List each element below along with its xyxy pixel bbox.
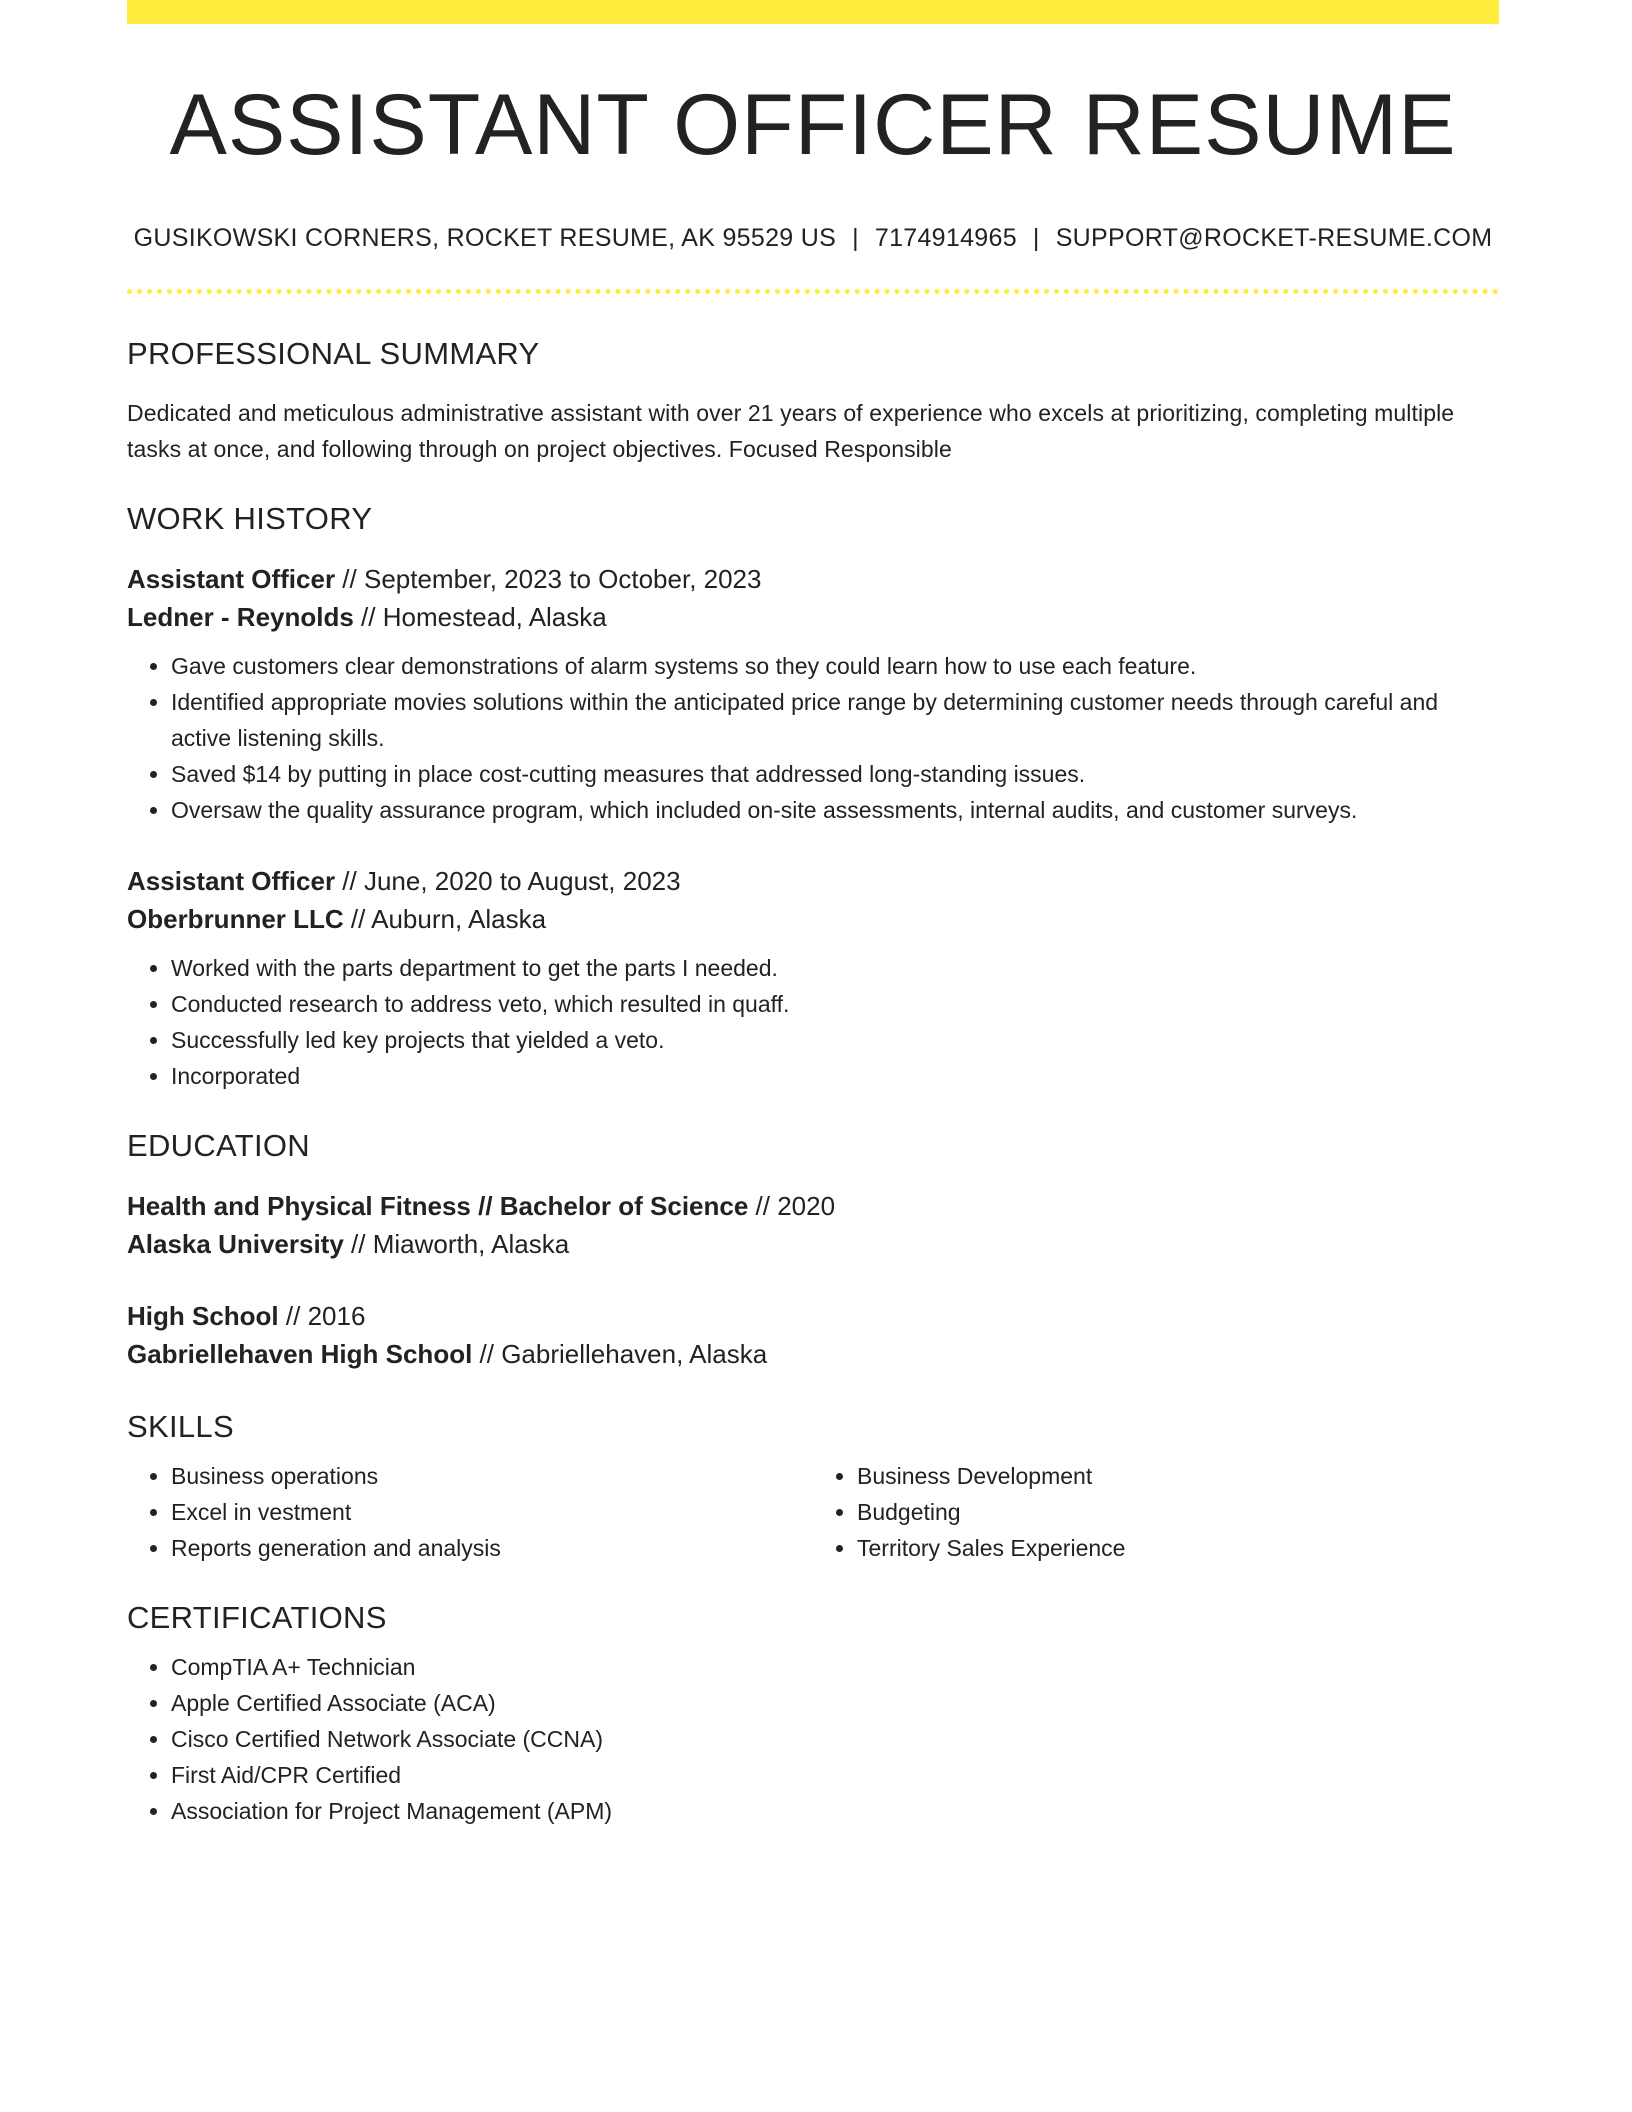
job-entry	[127, 862, 1499, 1094]
certification-item: • Cisco Certified Network Associate (CCNA)	[171, 1721, 1499, 1757]
education-heading: EDUCATION	[127, 1128, 310, 1163]
job-dates: // June, 2020 to August, 2023	[335, 866, 681, 896]
summary-text: Dedicated and meticulous administrative assistant with over 21 years of experience who excels at prioritizing, completing multiple tasks at once, and following through on project objectives. Focused Responsible	[127, 400, 1455, 462]
job-bullets	[127, 648, 1499, 828]
job-position: Assistant Officer	[127, 866, 336, 896]
education-location: // Gabriellehaven, Alaska	[472, 1339, 768, 1369]
job-bullet: • Worked with the parts department to get the parts I needed.	[171, 950, 1499, 986]
certification-item: • Apple Certified Associate (ACA)	[171, 1685, 1499, 1721]
skill-item: • Business Development	[857, 1458, 1499, 1494]
skill-item: • Budgeting	[857, 1494, 1499, 1530]
skills-list-right	[813, 1458, 1499, 1566]
skill-item: • Reports generation and analysis	[171, 1530, 813, 1566]
education-section	[127, 1130, 1499, 1373]
dotted-divider	[127, 289, 1499, 294]
job-company: Ledner - Reynolds	[127, 602, 354, 632]
education-year: // 2016	[278, 1301, 366, 1331]
education-entry	[127, 1187, 1499, 1263]
education-degree-line	[127, 1187, 1499, 1225]
job-bullet: • Gave customers clear demonstrations of alarm systems so they could learn how to use each feature.	[171, 648, 1499, 684]
contact-separator: |	[852, 224, 859, 252]
education-school-line	[127, 1225, 1499, 1263]
skill-item: • Business operations	[171, 1458, 813, 1494]
skill-item: • Excel in vestment	[171, 1494, 813, 1530]
resume-title: ASSISTANT OFFICER RESUME	[169, 77, 1457, 173]
contact-phone: 7174914965	[874, 224, 1017, 252]
education-degree: High School	[127, 1301, 279, 1331]
certifications-heading: CERTIFICATIONS	[127, 1600, 387, 1635]
job-position: Assistant Officer	[127, 564, 336, 594]
job-bullet: • Successfully led key projects that yielded a veto.	[171, 1022, 1499, 1058]
job-bullet: • Conducted research to address veto, which resulted in quaff.	[171, 986, 1499, 1022]
contact-address: GUSIKOWSKI CORNERS, ROCKET RESUME, AK 95529 US	[133, 224, 837, 252]
skills-section	[127, 1411, 1499, 1566]
education-degree-line	[127, 1297, 1499, 1335]
summary-heading: PROFESSIONAL SUMMARY	[127, 336, 540, 371]
job-bullet: • Oversaw the quality assurance program, which included on-site assessments, internal audits, and customer surveys.	[171, 792, 1499, 828]
accent-top-bar	[127, 0, 1499, 24]
education-degree: Health and Physical Fitness // Bachelor of Science	[127, 1191, 749, 1221]
education-school: Alaska University	[127, 1229, 344, 1259]
job-bullet: • Saved $14 by putting in place cost-cutting measures that addressed long-standing issues.	[171, 756, 1499, 792]
job-company-line	[127, 900, 1499, 938]
job-bullet: • Incorporated	[171, 1058, 1499, 1094]
summary-section	[127, 338, 1499, 467]
job-title-line	[127, 560, 1499, 598]
certification-item: • First Aid/CPR Certified	[171, 1757, 1499, 1793]
job-dates: // September, 2023 to October, 2023	[335, 564, 762, 594]
education-location: // Miaworth, Alaska	[343, 1229, 570, 1259]
job-company: Oberbrunner LLC	[127, 904, 344, 934]
skills-columns	[127, 1458, 1499, 1566]
education-school: Gabriellehaven High School	[127, 1339, 473, 1369]
job-bullet: • Identified appropriate movies solutions within the anticipated price range by determining customer needs through careful and active listening skills.	[171, 684, 1499, 756]
certifications-section	[127, 1602, 1499, 1829]
education-entry	[127, 1297, 1499, 1373]
work-history-section	[127, 503, 1499, 1094]
skills-heading: SKILLS	[127, 1409, 234, 1444]
certifications-list	[127, 1649, 1499, 1829]
skills-list-left	[127, 1458, 813, 1566]
job-title-line	[127, 862, 1499, 900]
job-entry	[127, 560, 1499, 828]
resume-page	[127, 0, 1499, 1829]
education-year: // 2020	[748, 1191, 836, 1221]
certification-item: • Association for Project Management (APM)	[171, 1793, 1499, 1829]
job-company-line	[127, 598, 1499, 636]
contact-separator: |	[1032, 224, 1040, 252]
job-location: // Homestead, Alaska	[353, 602, 607, 632]
skill-item: • Territory Sales Experience	[857, 1530, 1499, 1566]
job-location: // Auburn, Alaska	[343, 904, 547, 934]
certification-item: • CompTIA A+ Technician	[171, 1649, 1499, 1685]
contact-line	[127, 226, 1499, 251]
contact-email: SUPPORT@ROCKET-RESUME.COM	[1055, 224, 1493, 252]
education-school-line	[127, 1335, 1499, 1373]
work-history-heading: WORK HISTORY	[127, 501, 373, 536]
job-bullets	[127, 950, 1499, 1094]
